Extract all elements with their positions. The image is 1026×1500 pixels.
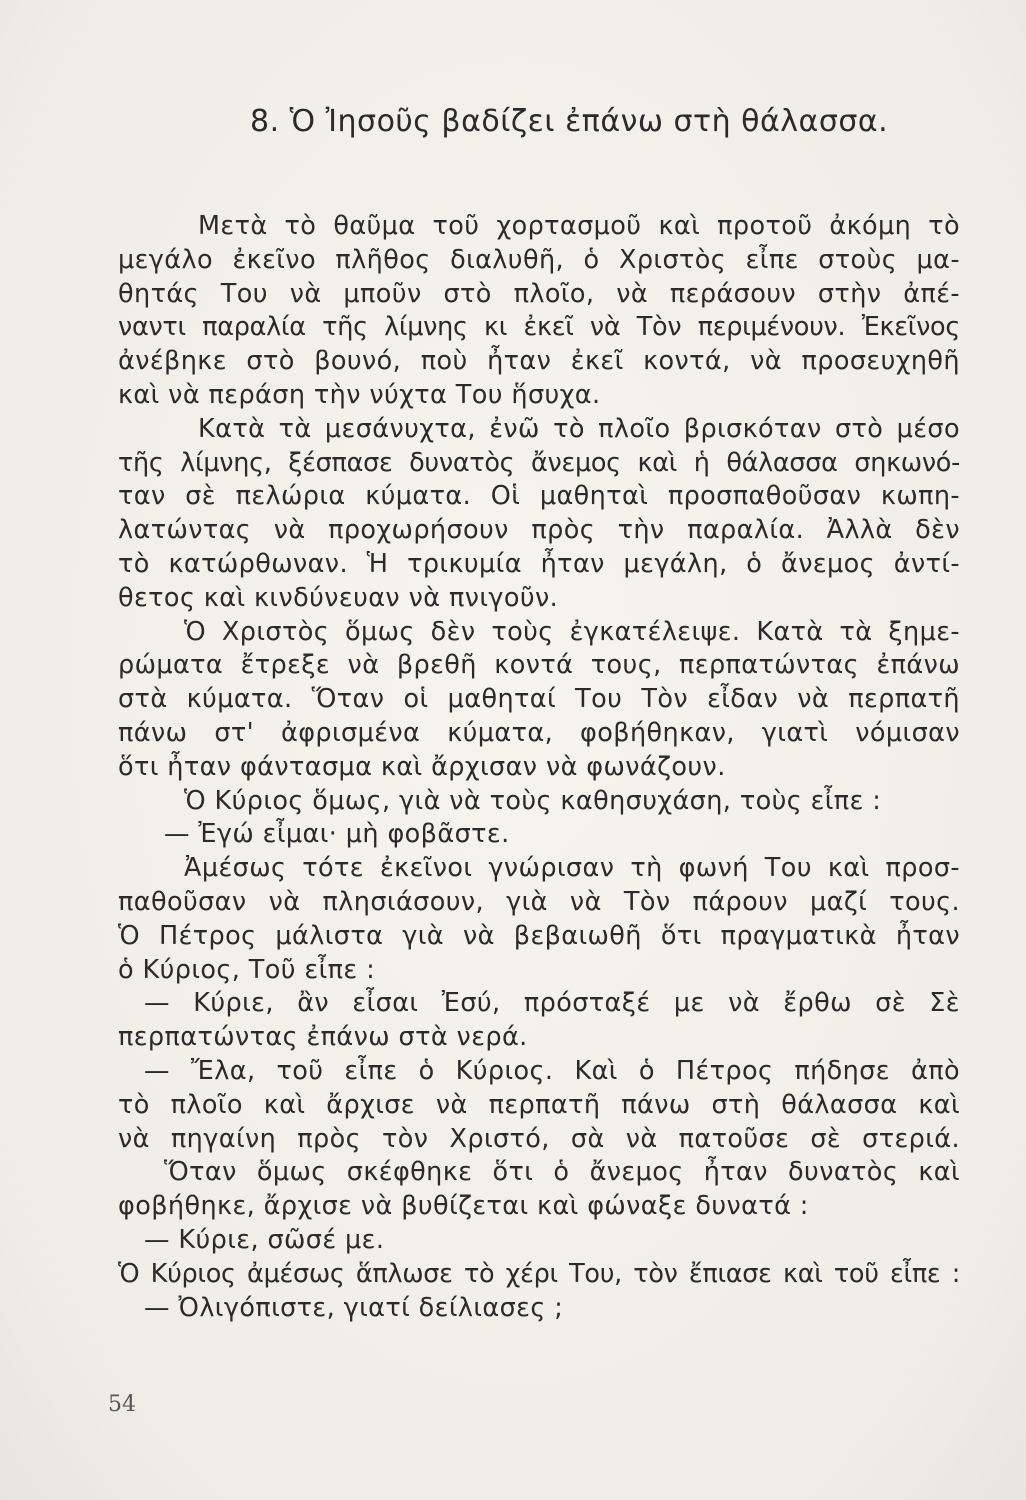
text-line: θητάς Του νὰ μποῦν στὸ πλοῖο, νὰ περάσουν στὴν ἀπέ-	[118, 278, 960, 309]
text-line: ταν σὲ πελώρια κύματα. Οἱ μαθηταὶ προσπαθοῦσαν κωπη-	[118, 481, 960, 512]
text-line: περπατώντας ἐπάνω στὰ νερά.	[118, 1022, 528, 1053]
text-line: ὅτι ἦταν φάντασμα καὶ ἄρχισαν νὰ φωνάζουν.	[118, 751, 726, 782]
dialogue-line: — Ἔλα, τοῦ εἶπε ὁ Κύριος. Καὶ ὁ Πέτρος πήδησε ἀπὸ	[144, 1055, 960, 1086]
dialogue-line: — Ἐγώ εἶμαι· μὴ φοβᾶστε.	[164, 819, 510, 850]
text-line: ἀνέβηκε στὸ βουνό, ποὺ ἦταν ἐκεῖ κοντά, νὰ προσευχηθῆ	[118, 346, 960, 377]
text-line: ναντι παραλία τῆς λίμνης κι ἐκεῖ νὰ Τὸν περιμένουν. Ἐκεῖνος	[118, 312, 960, 343]
page-number: 54	[108, 1392, 136, 1417]
dialogue-line: — Κύριε, ἂν εἶσαι Ἐσύ, πρόσταξέ με νὰ ἔρθω σὲ Σὲ	[144, 988, 960, 1019]
chapter-title: 8. Ὁ Ἰησοῦς βαδίζει ἐπάνω στὴ θάλασσα.	[250, 104, 889, 139]
text-line: ρώματα ἔτρεξε νὰ βρεθῆ κοντά τους, περπατώντας ἐπάνω	[118, 650, 960, 681]
text-line: Ὁ Χριστὸς ὅμως δὲν τοὺς ἐγκατέλειψε. Κατὰ τὰ ξημε-	[184, 616, 960, 647]
text-line: φοβήθηκε, ἄρχισε νὰ βυθίζεται καὶ φώναξε δυνατά :	[118, 1191, 809, 1222]
dialogue-line: — Ὀλιγόπιστε, γιατί δείλιασες ;	[144, 1292, 564, 1323]
text-line: λατώντας νὰ προχωρήσουν πρὸς τὴν παραλία. Ἀλλὰ δὲν	[118, 515, 960, 546]
text-line: παθοῦσαν νὰ πλησιάσουν, γιὰ νὰ Τὸν πάρουν μαζί τους.	[118, 886, 960, 917]
body-text	[118, 210, 960, 1325]
text-line: Ὅταν ὅμως σκέφθηκε ὅτι ὁ ἄνεμος ἦταν δυνατὸς καὶ	[164, 1157, 960, 1188]
text-line: θετος καὶ κινδύνευαν νὰ πνιγοῦν.	[118, 582, 559, 613]
text-line: τὸ πλοῖο καὶ ἄρχισε νὰ περπατῆ πάνω στὴ θάλασσα καὶ	[118, 1089, 960, 1120]
text-line: νὰ πηγαίνη πρὸς τὸν Χριστό, σὰ νὰ πατοῦσε σὲ στεριά.	[118, 1123, 960, 1154]
text-line: τῆς λίμνης, ξέσπασε δυνατὸς ἄνεμος καὶ ἡ θάλασσα σηκωνό-	[118, 447, 960, 478]
text-line: ὁ Κύριος, Τοῦ εἶπε :	[118, 954, 376, 985]
text-line: πάνω στ' ἀφρισμένα κύματα, φοβήθηκαν, γιατὶ νόμισαν	[118, 717, 960, 748]
text-line: Κατὰ τὰ μεσάνυχτα, ἐνῶ τὸ πλοῖο βρισκόταν στὸ μέσο	[198, 413, 960, 444]
text-line: Ὁ Κύριος ἀμέσως ἅπλωσε τὸ χέρι Του, τὸν ἔπιασε καὶ τοῦ εἶπε :	[118, 1258, 960, 1289]
text-line: Ἀμέσως τότε ἐκεῖνοι γνώρισαν τὴ φωνή Του καὶ προσ-	[184, 853, 960, 884]
text-line: Μετὰ τὸ θαῦμα τοῦ χορτασμοῦ καὶ προτοῦ ἀκόμη τὸ	[198, 211, 960, 241]
dialogue-line: — Κύριε, σῶσέ με.	[144, 1224, 385, 1255]
text-line: μεγάλο ἐκεῖνο πλῆθος διαλυθῆ, ὁ Χριστὸς εἶπε στοὺς μα-	[118, 244, 960, 275]
text-line: καὶ νὰ περάση τὴν νύχτα Του ἥσυχα.	[118, 379, 601, 410]
text-line: Ὁ Πέτρος μάλιστα γιὰ νὰ βεβαιωθῆ ὅτι πραγματικὰ ἦταν	[118, 920, 960, 951]
text-line: Ὁ Κύριος ὅμως, γιὰ νὰ τοὺς καθησυχάση, τοὺς εἶπε :	[184, 785, 882, 816]
text-line: τὸ κατώρθωναν. Ἡ τρικυμία ἦταν μεγάλη, ὁ ἄνεμος ἀντί-	[118, 548, 960, 579]
text-line: στὰ κύματα. Ὅταν οἱ μαθηταί Του Τὸν εἶδαν νὰ περπατῆ	[118, 684, 960, 715]
